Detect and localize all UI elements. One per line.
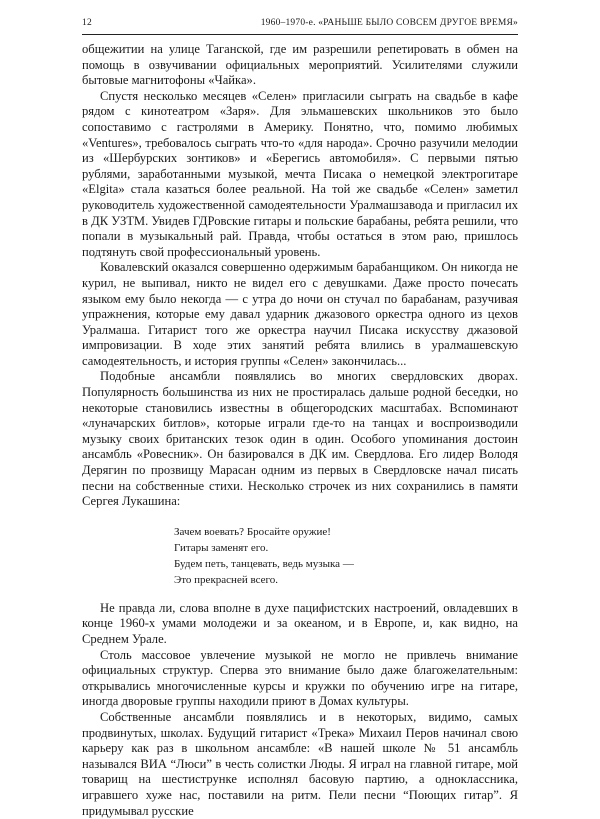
running-title: 1960–1970-е. «РАНЬШЕ БЫЛО СОВСЕМ ДРУГОЕ ВРЕМЯ»	[260, 18, 518, 28]
poem-line: Зачем воевать? Бросайте оружие!	[174, 525, 331, 538]
poem-quote	[174, 524, 518, 588]
paragraph: Не правда ли, слова вполне в духе пацифистских настроений, овладевших в конце 1960-х умами молодежи и за океаном, и в Европе, и, как видно, на Среднем Урале.	[82, 600, 518, 646]
paragraph: Ковалевский оказался совершенно одержимым барабанщиком. Он никогда не курил, не выпивал, никто не видел его с девушками. Даже просто почесать языком ему было некогда — с утра до ночи он стучал по барабанам, разучивая упражнения, которые ему давал ударник джазового оркестра одного из цехов Уралмаша. Гитарист того же оркестра научил Писака искусству джазовой импровизации. В ходе этих занятий ребята влились в уралмашевскую самодеятельность, и история группы «Селен» закончилась...	[82, 260, 518, 368]
poem-line: Гитары заменят его.	[174, 541, 269, 554]
body-text	[82, 42, 518, 819]
paragraph: Спустя несколько месяцев «Селен» пригласили сыграть на свадьбе в кафе рядом с кинотеатром «Заря». Для эльмашевских школьников это было сопоставимо с гастролями в Америку. Понятно, что, помимо любимых «Ventures», требовалось сыграть что-то «для народа». Срочно разучили мелодии из «Шербурских зонтиков» и «Берегись автомобиля». С первыми пятью рублями, заработанными музыкой, мечта Писака о немецкой электрогитаре «Elgita» стала казаться более реальной. На той же свадьбе «Селен» заметил руководитель художественной самодеятельности Уралмашзавода и пригласил их в ДК УЗТМ. Увидев ГДРовские гитары и польские барабаны, ребята решили, что попали в музыкальный рай. Правда, чтобы остаться в этом раю, пришлось подтянуть свой профессиональный уровень.	[82, 88, 518, 259]
header-rule	[82, 34, 518, 35]
paragraph: Подобные ансамбли появлялись во многих свердловских дворах. Популярность большинства из них не простиралась дальше родной беседки, но некоторые становились известны в общегородских масштабах. Вспоминают «луначарских битлов», которые играли где-то на танцах и воспроизводили музыку своих британских тезок один в один. Особого упоминания достоин ансамбль «Ровесник». Он базировался в ДК им. Свердлова. Его лидер Володя Дерягин по прозвищу Марасан одним из первых в Свердловске начал писать песни на собственные стихи. Несколько строчек из них сохранились в памяти Сергея Лукашина:	[82, 369, 518, 509]
page-number: 12	[82, 18, 92, 28]
paragraph: Собственные ансамбли появлялись и в некоторых, видимо, самых продвинутых, школах. Будущий гитарист «Трека» Михаил Перов начинал свою карьеру как раз в школьном ансамбле: «В нашей школе № 51 ансамбль назывался ВИА “Люси” в честь солистки Люды. Я играл на главной гитаре, мой товарищ на шестиструнке исполнял басовую партию, а одноклассника, игравшего хуже нас, поставили на ритм. Пели песни “Поющих гитар”. Я придумывал русские	[82, 709, 518, 818]
paragraph: общежитии на улице Таганской, где им разрешили репетировать в обмен на помощь в озвучивании официальных мероприятий. Усилителями служили бытовые магнитофоны «Чайка».	[82, 42, 518, 88]
paragraph: Столь массовое увлечение музыкой не могло не привлечь внимание официальных структур. Сперва это внимание было даже благожелательным: открывались многочисленные курсы и кружки по обучению игре на гитаре, иногда дворовые группы находили приют в Домах культуры.	[82, 647, 518, 709]
poem-line: Будем петь, танцевать, ведь музыка —	[174, 557, 354, 570]
poem-line: Это прекрасней всего.	[174, 573, 278, 586]
